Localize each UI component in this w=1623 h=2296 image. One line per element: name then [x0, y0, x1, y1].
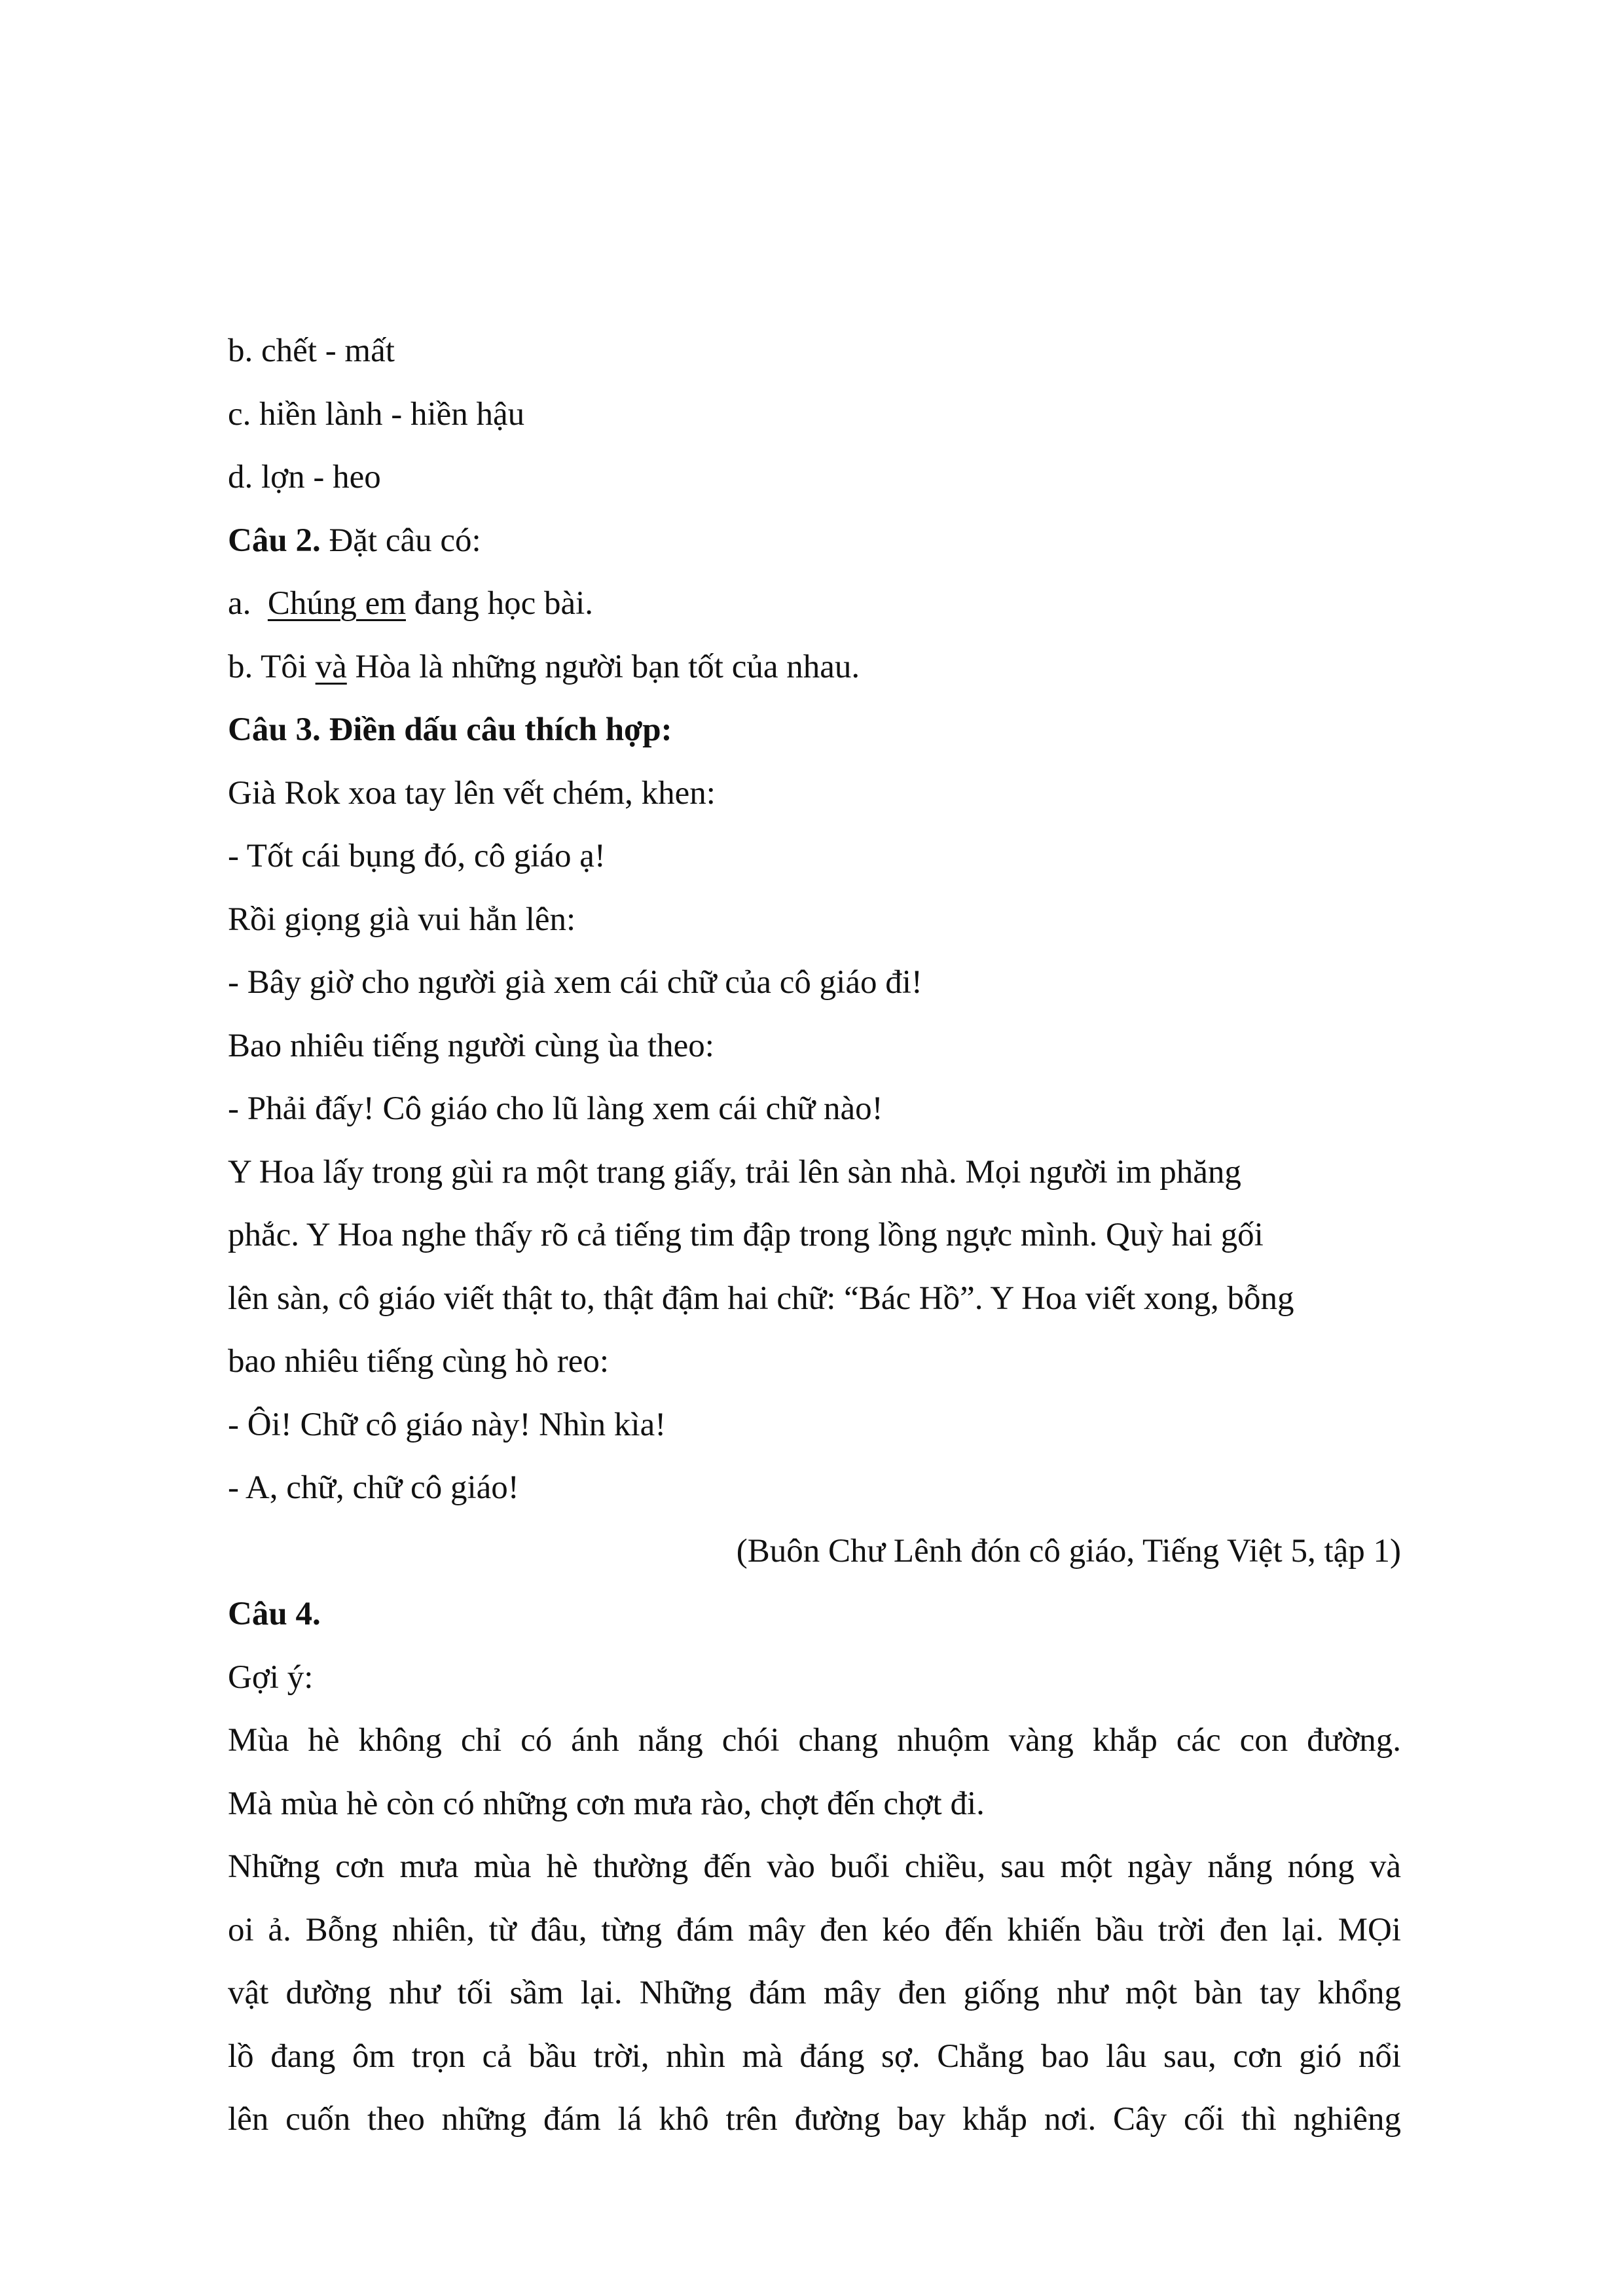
- q4-hint-label: Gợi ý:: [228, 1659, 314, 1696]
- q4-line: oi ả. Bỗng nhiên, từ đâu, từng đám mây đen kéo đến khiến bầu trời đen lại. MỌi: [228, 1911, 1401, 1948]
- q3-line: Y Hoa lấy trong gùi ra một trang giấy, trải lên sàn nhà. Mọi người im phăng: [228, 1153, 1241, 1191]
- q3-source: (Buôn Chư Lênh đón cô giáo, Tiếng Việt 5, tập 1): [736, 1532, 1401, 1570]
- sentence-b-rest: Hòa là những người bạn tốt của nhau.: [346, 648, 860, 685]
- q3-line: phắc. Y Hoa nghe thấy rõ cả tiếng tim đập trong lồng ngực mình. Quỳ hai gối: [228, 1217, 1264, 1253]
- question-2-sentence-b: [228, 636, 1401, 699]
- document-body: [228, 319, 1401, 2151]
- q4-line: lồ đang ôm trọn cả bầu trời, nhìn mà đáng sợ. Chẳng bao lâu sau, cơn gió nổi: [228, 2037, 1401, 2075]
- sentence-a-rest: đang học bài.: [405, 585, 594, 622]
- q3-line: - Bây giờ cho người già xem cái chữ của cô giáo đi!: [228, 964, 922, 1001]
- answer-d: d. lợn - heo: [228, 459, 381, 495]
- sentence-b-conjunction: và: [315, 648, 347, 685]
- sentence-b-prefix: b. Tôi: [228, 648, 316, 685]
- q3-line: - Phải đấy! Cô giáo cho lũ làng xem cái chữ nào!: [228, 1090, 883, 1127]
- q4-line: Mà mùa hè còn có những cơn mưa rào, chợt đến chợt đi.: [228, 1785, 985, 1822]
- q3-line: - A, chữ, chữ cô giáo!: [228, 1469, 519, 1506]
- question-2-instruction: Đặt câu có:: [320, 522, 481, 559]
- question-3-heading: Câu 3. Điền dấu câu thích hợp:: [228, 711, 672, 748]
- q3-line: Rồi giọng già vui hẳn lên:: [228, 901, 576, 938]
- q3-line: Già Rok xoa tay lên vết chém, khen:: [228, 774, 716, 812]
- q4-line: lên cuốn theo những đám lá khô trên đường bay khắp nơi. Cây cối thì nghiêng: [228, 2101, 1401, 2138]
- q3-line: - Tốt cái bụng đó, cô giáo ạ!: [228, 838, 606, 874]
- q3-line: Bao nhiêu tiếng người cùng ùa theo:: [228, 1027, 714, 1064]
- q3-line: lên sàn, cô giáo viết thật to, thật đậm hai chữ: “Bác Hồ”. Y Hoa viết xong, bỗng: [228, 1280, 1294, 1317]
- q3-line: - Ôi! Chữ cô giáo này! Nhìn kìa!: [228, 1406, 666, 1443]
- q4-line: vật dường như tối sầm lại. Những đám mây đen giống như một bàn tay khổng: [228, 1975, 1401, 2011]
- q4-line: Mùa hè không chỉ có ánh nắng chói chang nhuộm vàng khắp các con đường.: [228, 1722, 1401, 1759]
- question-2-label: Câu 2.: [228, 522, 321, 559]
- sentence-a-subject: Chúng em: [267, 585, 406, 622]
- question-4-heading: Câu 4.: [228, 1596, 321, 1632]
- q3-line: bao nhiêu tiếng cùng hò reo:: [228, 1343, 610, 1380]
- q4-line: Những cơn mưa mùa hè thường đến vào buổi chiều, sau một ngày nắng nóng và: [228, 1848, 1401, 1885]
- answer-b: b. chết - mất: [228, 332, 395, 369]
- question-2-sentence-a: [228, 572, 1401, 636]
- sentence-a-prefix: a.: [228, 585, 268, 622]
- question-2-heading: [228, 509, 1401, 573]
- answer-c: c. hiền lành - hiền hậu: [228, 395, 525, 433]
